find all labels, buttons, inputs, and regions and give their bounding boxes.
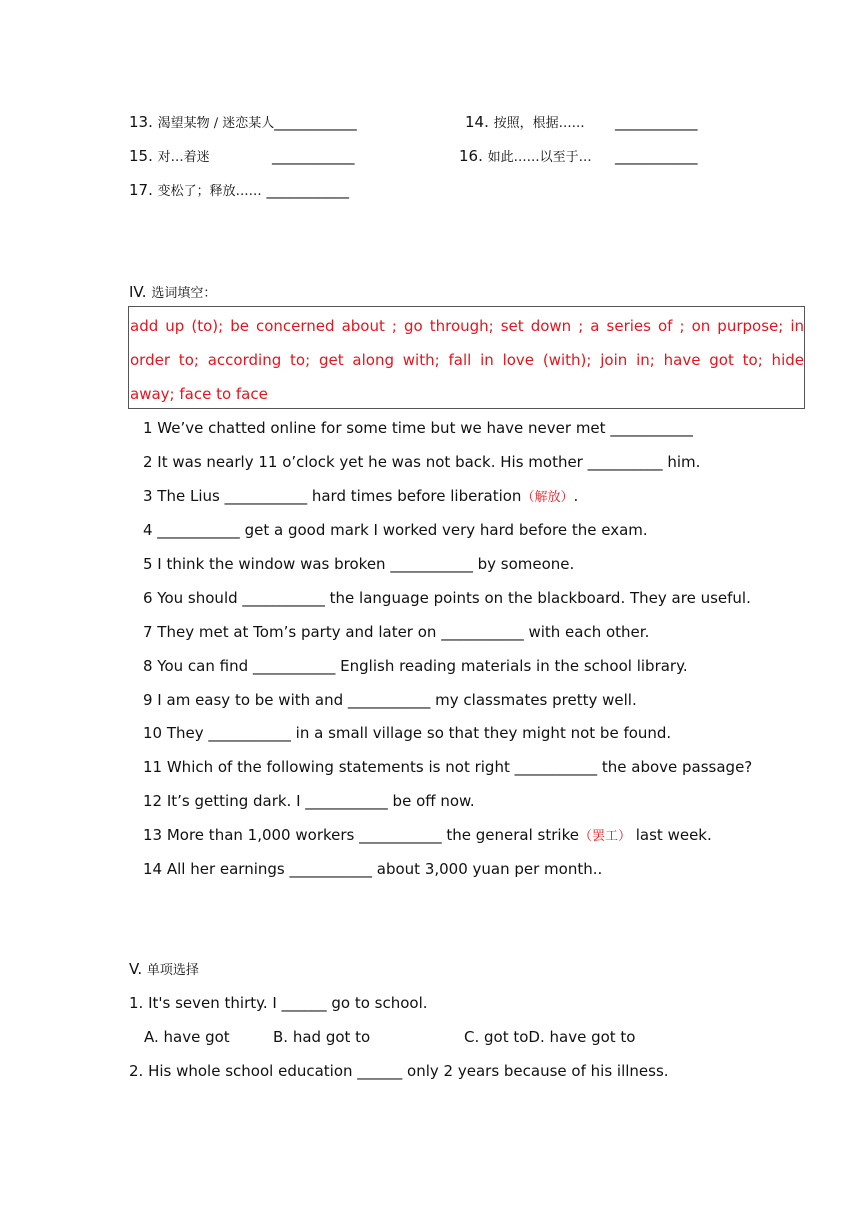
question-text: 3 The Lius ___________ hard times before liberation (143, 487, 522, 505)
option-c-d: C. got toD. have got to (464, 1028, 636, 1046)
section-number: IV. (129, 283, 147, 301)
question-text: 13 More than 1,000 workers ___________ the general strike (143, 826, 579, 844)
item-prompt: 对…着迷 (157, 150, 210, 165)
fill-question-5: 5 I think the window was broken ___________ by someone. (143, 555, 575, 573)
choice-question-2: 2. His whole school education ______ only 2 years because of his illness. (129, 1062, 669, 1080)
section-number: V. (129, 960, 143, 978)
vocab-item-13 (129, 112, 357, 134)
item-prompt: 按照，根据…… (493, 116, 585, 131)
section-v-heading (129, 959, 199, 981)
section-title: 单项选择 (146, 963, 199, 978)
question-end: last week. (630, 826, 712, 844)
vocab-item-14 (465, 112, 585, 134)
answer-blank: ___________ (274, 113, 357, 131)
section-iv-heading (129, 282, 216, 304)
answer-blank: ___________ (266, 181, 349, 199)
item-number: 13. (129, 113, 153, 131)
vocab-item-16 (459, 146, 592, 168)
option-a: A. have got (144, 1028, 230, 1046)
fill-question-4: 4 ___________ get a good mark I worked very hard before the exam. (143, 521, 648, 539)
question-end: . (573, 487, 579, 505)
gloss-note: （罢工） (578, 829, 631, 844)
item-number: 16. (459, 147, 483, 165)
fill-question-11: 11 Which of the following statements is not right ___________ the above passage? (143, 758, 753, 776)
choice-question-1: 1. It's seven thirty. I ______ go to school. (129, 994, 428, 1012)
vocab-item-17 (129, 180, 349, 202)
section-title: 选词填空： (151, 286, 217, 301)
vocab-item-15-blank: ___________ (272, 147, 355, 165)
item-number: 15. (129, 147, 153, 165)
fill-question-12: 12 It’s getting dark. I ___________ be off now. (143, 792, 475, 810)
vocab-item-16-blank: ___________ (615, 147, 698, 165)
word-bank-line-3: away; face to face (130, 385, 268, 403)
fill-question-1: 1 We’ve chatted online for some time but we have never met ___________ (143, 419, 693, 437)
fill-question-9: 9 I am easy to be with and ___________ my classmates pretty well. (143, 691, 637, 709)
vocab-item-14-blank: ___________ (615, 113, 698, 131)
fill-question-13 (143, 825, 712, 847)
vocab-item-15 (129, 146, 210, 168)
gloss-note: （解放） (521, 490, 574, 505)
item-prompt: 变松了；释放…… (157, 184, 262, 199)
item-number: 14. (465, 113, 489, 131)
fill-question-7: 7 They met at Tom’s party and later on ___________ with each other. (143, 623, 650, 641)
item-prompt: 渴望某物 / 迷恋某人 (157, 116, 275, 131)
fill-question-14: 14 All her earnings ___________ about 3,000 yuan per month.. (143, 860, 603, 878)
word-bank-line-1: add up (to); be concerned about ; go through; set down ; a series of ; on purpose; in (130, 317, 804, 335)
fill-question-6: 6 You should ___________ the language points on the blackboard. They are useful. (143, 589, 751, 607)
item-number: 17. (129, 181, 153, 199)
item-prompt: 如此……以至于… (487, 150, 592, 165)
word-bank-line-2: order to; according to; get along with; fall in love (with); join in; have got to; hide (130, 351, 804, 369)
option-b: B. had got to (273, 1028, 371, 1046)
fill-question-2: 2 It was nearly 11 o’clock yet he was not back. His mother __________ him. (143, 453, 701, 471)
fill-question-10: 10 They ___________ in a small village so that they might not be found. (143, 724, 672, 742)
fill-question-8: 8 You can find ___________ English reading materials in the school library. (143, 657, 688, 675)
fill-question-3 (143, 486, 578, 508)
